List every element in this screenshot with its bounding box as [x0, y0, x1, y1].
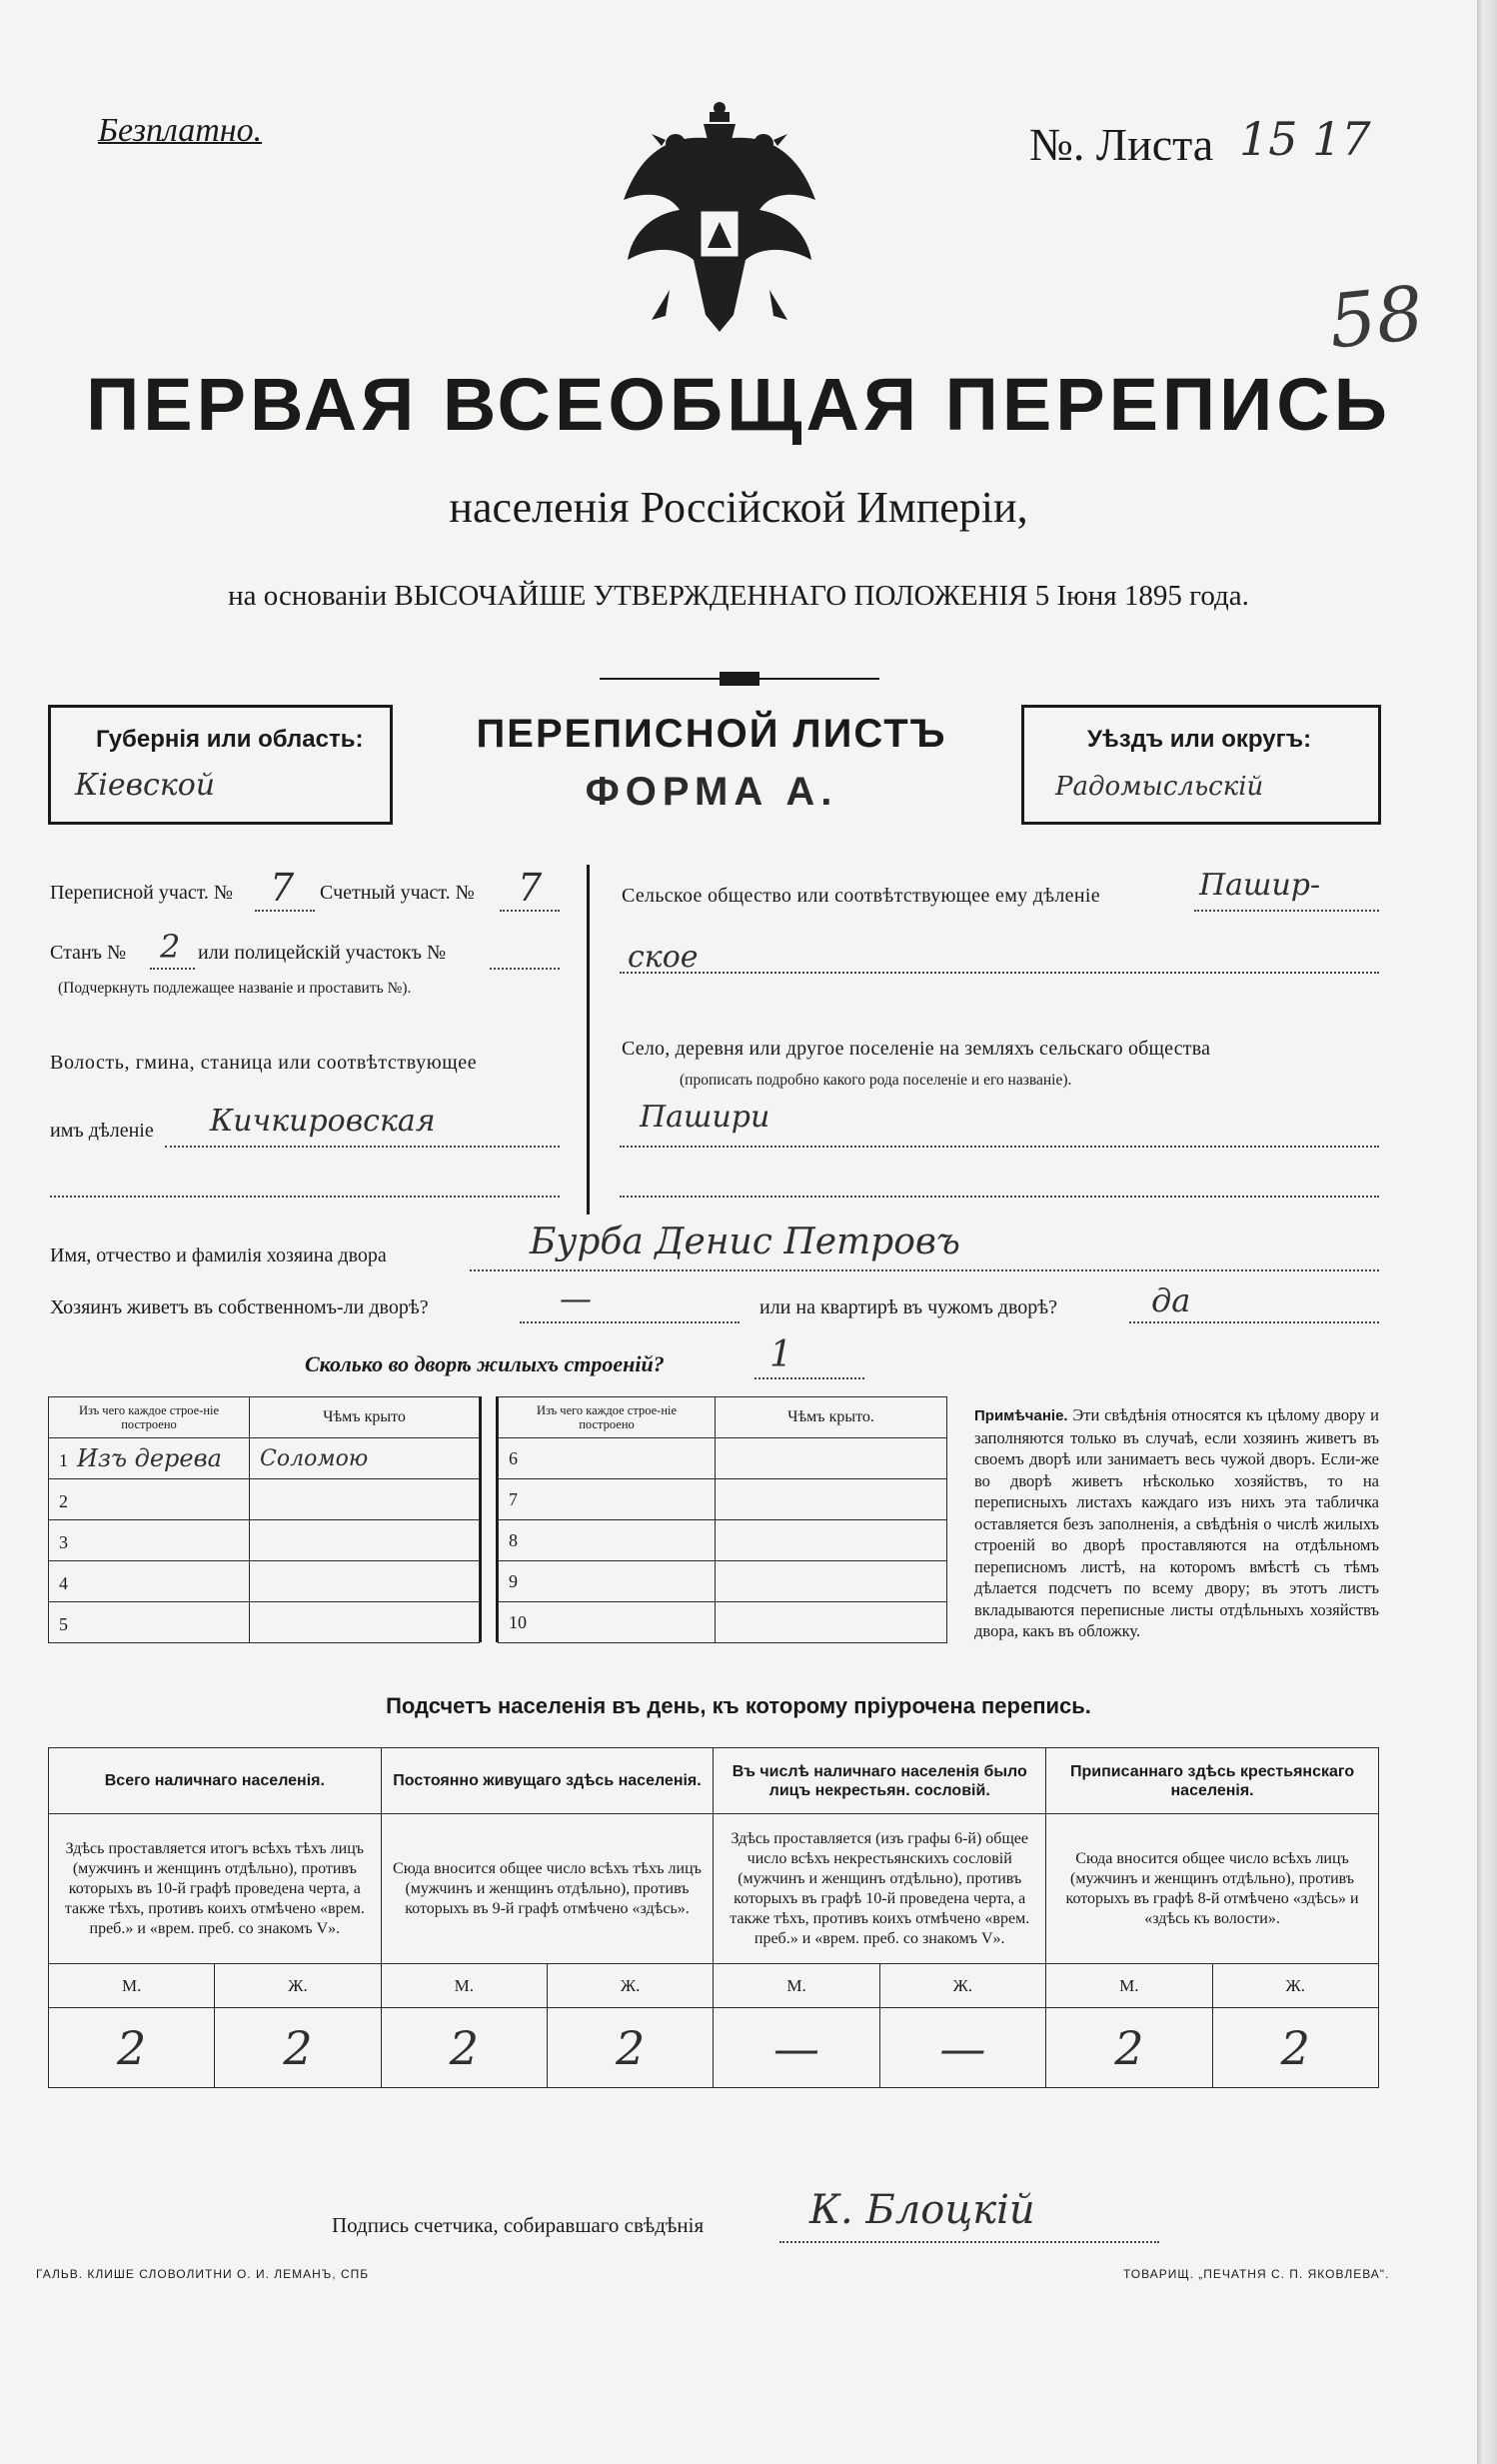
own-yard-value: — — [560, 1279, 592, 1317]
guberniya-label: Губернія или область: — [96, 726, 364, 753]
female-count: — — [879, 2008, 1045, 2088]
col-roof-header-2: Чѣмъ крыто. — [716, 1397, 947, 1438]
male-count: 2 — [381, 2008, 547, 2088]
stan-label: Станъ № — [50, 942, 127, 964]
village-label: Село, деревня или другое поселеніе на земляхъ сельскаго общества — [622, 1038, 1211, 1060]
population-col-title: Въ числѣ наличнаго населенія было лицъ некрестьян. сословій. — [714, 1748, 1046, 1814]
table-row — [49, 1438, 480, 1479]
male-count: — — [714, 2008, 879, 2088]
roof-value — [716, 1438, 947, 1479]
table-row — [49, 1602, 480, 1643]
roof-value — [716, 1520, 947, 1561]
free-label: Безплатно. — [98, 112, 263, 149]
note-text: Эти свѣдѣнія относятся къ цѣлому двору и заполняются только въ случаѣ, если хозяинъ живетъ въ своемъ дворѣ или занимаетъ весь чужой дворъ. Если-же во дворѣ живетъ нѣсколько хозяйствъ, то на переписныхъ листахъ каждаго изъ нихъ эта табличка оставляется безъ заполненія, а свѣдѣнія о числѣ жилыхъ строеній во дворѣ проставляются на отдѣльномъ переписномъ листѣ, на которомъ вмѣстѣ съ тѣмъ дѣлается подсчетъ по всему двору; въ этотъ листъ вкладываются переписные листы отдѣльныхъ хозяйствъ двора, какъ въ обложку. — [974, 1405, 1379, 1640]
row-number: 1 — [59, 1450, 68, 1470]
population-col-desc: Сюда вносится общее число всѣхъ тѣхъ лицъ (мужчинъ и женщинъ отдѣльно), противъ которыхъ въ 9-й графѣ отмѣчено «здѣсь». — [381, 1814, 714, 1964]
signature-label: Подпись счетчика, собиравшаго свѣдѣнія — [332, 2213, 705, 2237]
society-value-2: ское — [628, 940, 699, 975]
row-number: 10 — [499, 1602, 716, 1643]
roof-value — [250, 1479, 480, 1520]
female-count: 2 — [548, 2008, 714, 2088]
male-count: 2 — [49, 2008, 215, 2088]
row-number: 9 — [499, 1561, 716, 1602]
rent-value: да — [1151, 1281, 1191, 1319]
schetny-label: Счетный участ. № — [320, 882, 475, 904]
row-number: 2 — [59, 1491, 68, 1511]
male-header: М. — [49, 1964, 215, 2008]
printer-left: ГАЛЬВ. КЛИШЕ СЛОВОЛИТНИ О. И. ЛЕМАНЪ, СПБ — [36, 2267, 370, 2281]
roof-value: Соломою — [250, 1438, 480, 1479]
signature-value: К. Блоцкій — [809, 2187, 1035, 2233]
volost-label-2: имъ дѣленіе — [50, 1120, 154, 1142]
table-row — [499, 1438, 947, 1479]
schetny-value: 7 — [518, 866, 543, 910]
society-label: Сельское общество или соотвѣтствующее ему дѣленіе — [622, 885, 1100, 907]
table-row — [49, 1479, 480, 1520]
roof-value — [250, 1520, 480, 1561]
roof-value — [250, 1602, 480, 1643]
population-col-title: Постоянно живущаго здѣсь населенія. — [381, 1748, 714, 1814]
buildings-table-left — [48, 1396, 480, 1643]
female-header: Ж. — [215, 1964, 381, 2008]
population-heading: Подсчетъ населенія въ день, къ которому пріурочена перепись. — [386, 1693, 1091, 1718]
table-row — [499, 1479, 947, 1520]
page-edge — [1477, 0, 1497, 2464]
stan-hint: (Подчеркнуть подлежащее названіе и проставить №). — [58, 980, 412, 997]
own-yard-label: Хозяинъ живетъ въ собственномъ-ли дворѣ? — [50, 1296, 429, 1318]
table-row — [499, 1561, 947, 1602]
note-label: Примѣчаніе. — [974, 1407, 1068, 1424]
row-number: 4 — [59, 1573, 68, 1593]
legal-basis: на основаніи ВЫСОЧАЙШЕ УТВЕРЖДЕННАГО ПОЛОЖЕНІЯ 5 Іюня 1895 года. — [228, 580, 1249, 612]
population-table — [48, 1747, 1379, 2088]
table-row — [49, 1520, 480, 1561]
male-header: М. — [714, 1964, 879, 2008]
village-value: Пашири — [640, 1100, 770, 1135]
page-title: ПЕРВАЯ ВСЕОБЩАЯ ПЕРЕПИСЬ — [86, 363, 1391, 446]
roof-value — [250, 1561, 480, 1602]
col-roof-header: Чѣмъ крыто — [250, 1397, 480, 1438]
page-number: 58 — [1324, 270, 1428, 366]
table-row — [499, 1602, 947, 1643]
buildings-value: 1 — [769, 1334, 792, 1375]
volost-label: Волость, гмина, станица или соотвѣтствующее — [50, 1052, 478, 1074]
row-number: 3 — [59, 1532, 68, 1552]
female-header: Ж. — [879, 1964, 1045, 2008]
owner-name-label: Имя, отчество и фамилія хозяина двора — [50, 1244, 387, 1266]
male-count: 2 — [1046, 2008, 1212, 2088]
material-value: Изъ дерева — [77, 1444, 222, 1472]
male-header: М. — [381, 1964, 547, 2008]
double-headed-eagle-icon — [610, 100, 829, 350]
female-count: 2 — [1212, 2008, 1378, 2088]
population-col-title: Всего наличнаго населенія. — [49, 1748, 382, 1814]
guberniya-value: Кіевской — [75, 768, 216, 803]
rent-label: или на квартирѣ въ чужомъ дворѣ? — [759, 1296, 1058, 1318]
col-material-header: Изъ чего каждое строе-ніе построено — [49, 1397, 250, 1438]
note-block — [974, 1404, 1379, 1642]
row-number: 6 — [499, 1438, 716, 1479]
male-header: М. — [1046, 1964, 1212, 2008]
buildings-label: Сколько во дворѣ жилыхъ строеній? — [305, 1351, 665, 1376]
society-value: Пашир- — [1199, 868, 1321, 903]
ornament-divider-icon — [600, 668, 879, 690]
col-material-header-2: Изъ чего каждое строе-ніе построено — [499, 1397, 716, 1438]
roof-value — [716, 1602, 947, 1643]
uchastok-value: 7 — [270, 866, 295, 910]
row-number: 5 — [59, 1614, 68, 1634]
page-subtitle: населенія Россійской Имперіи, — [449, 483, 1028, 532]
police-label: или полицейскій участокъ № — [198, 942, 447, 964]
roof-value — [716, 1479, 947, 1520]
female-header: Ж. — [1212, 1964, 1378, 2008]
population-col-desc: Здѣсь проставляется итогъ всѣхъ тѣхъ лицъ (мужчинъ и женщинъ отдѣльно), противъ которыхъ въ 10-й графѣ проведена черта, а также тѣхъ, противъ коихъ отмѣчено «врем. преб.» и «врем. преб. со знакомъ V». — [49, 1814, 382, 1964]
form-subtitle: ФОРМА А. — [585, 770, 838, 814]
uezd-label: Уѣздъ или округъ: — [1087, 726, 1312, 753]
row-number: 8 — [499, 1520, 716, 1561]
printer-right: ТОВАРИЩ. „ПЕЧАТНЯ С. П. ЯКОВЛЕВА". — [1123, 2267, 1390, 2281]
table-row — [499, 1520, 947, 1561]
uchastok-label: Переписной участ. № — [50, 882, 234, 904]
sheet-number-label: №. Листа — [1029, 119, 1214, 170]
female-count: 2 — [215, 2008, 381, 2088]
volost-value: Кичкировская — [210, 1104, 436, 1139]
sheet-number-value: 15 17 — [1239, 112, 1371, 166]
buildings-table-right — [498, 1396, 947, 1643]
row-number: 7 — [499, 1479, 716, 1520]
female-header: Ж. — [548, 1964, 714, 2008]
stan-value: 2 — [160, 928, 181, 966]
owner-name-value: Бурба Денис Петровъ — [530, 1222, 960, 1262]
population-col-desc: Сюда вносится общее число всѣхъ лицъ (мужчинъ и женщинъ отдѣльно), противъ которыхъ въ графѣ 8-й отмѣчено «здѣсь» и «здѣсь къ волости». — [1046, 1814, 1379, 1964]
village-hint: (прописать подробно какого рода поселеніе и его названіе). — [680, 1072, 1072, 1089]
roof-value — [716, 1561, 947, 1602]
form-title: ПЕРЕПИСНОЙ ЛИСТЪ — [476, 712, 947, 756]
table-row — [49, 1561, 480, 1602]
population-col-title: Приписаннаго здѣсь крестьянскаго населенія. — [1046, 1748, 1379, 1814]
uezd-value: Радомысльскій — [1055, 772, 1264, 802]
population-col-desc: Здѣсь проставляется (изъ графы 6-й) общее число всѣхъ некрестьянскихъ сословій (мужчинъ и женщинъ отдѣльно), противъ которыхъ въ графѣ 10-й проведена черта, а также тѣхъ, противъ коихъ отмѣчено «врем. преб.» и «врем. преб. со знакомъ V». — [714, 1814, 1046, 1964]
